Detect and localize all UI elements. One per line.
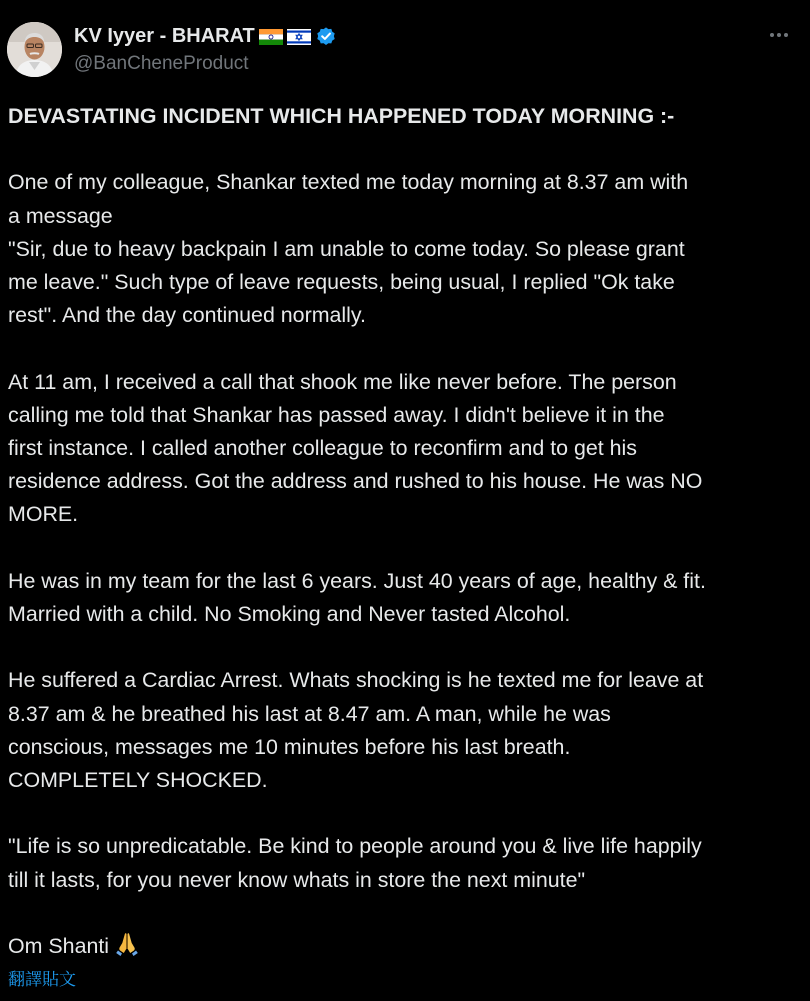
tweet-closing-line xyxy=(8,930,804,963)
tweet-paragraph: He was in my team for the last 6 years. Just 40 years of age, healthy & fit. Married with a child. No Smoking and Never tasted Alcohol. xyxy=(8,568,706,626)
avatar-photo-icon xyxy=(7,22,62,77)
folded-hands-icon xyxy=(113,930,141,958)
translate-post-link[interactable]: 翻譯貼文 xyxy=(8,970,76,989)
paragraph-gap xyxy=(8,897,804,930)
tweet-paragraph: "Life is so unpredicatable. Be kind to people around you & live life happily till it lasts, for you never know whats in store the next minute" xyxy=(8,834,702,892)
verified-badge-icon xyxy=(315,26,337,48)
avatar[interactable] xyxy=(7,22,62,77)
tweet-header xyxy=(0,0,810,92)
more-options-button[interactable] xyxy=(762,24,796,46)
more-dot-icon xyxy=(777,33,781,37)
paragraph-gap xyxy=(8,631,804,664)
israel-flag-icon xyxy=(287,29,311,45)
tweet-text xyxy=(8,100,804,963)
paragraph-gap xyxy=(8,133,804,166)
author-display-name[interactable]: KV Iyyer - BHARAT xyxy=(74,25,255,47)
paragraph-gap xyxy=(8,532,804,565)
tweet-paragraph: One of my colleague, Shankar texted me today morning at 8.37 am with a message "Sir, due to heavy backpain I am unable to come today. So please grant me leave." Such type of leave requests, being usual, I replied "Ok take rest". And the day continued normally. xyxy=(8,170,689,328)
tweet-paragraph: He suffered a Cardiac Arrest. Whats shocking is he texted me for leave at 8.37 am & he breathed his last at 8.47 am. A man, while he was conscious, messages me 10 minutes before his last breath. COMPLETELY SHOCKED. xyxy=(8,668,704,792)
paragraph-gap xyxy=(8,332,804,365)
india-flag-icon xyxy=(259,29,283,45)
more-dot-icon xyxy=(784,33,788,37)
paragraph-gap xyxy=(8,797,804,830)
tweet-paragraph: At 11 am, I received a call that shook me like never before. The person calling me told that Shankar has passed away. I didn't believe it in the first instance. I called another colleague to reconfirm and to get his residence address. Got the address and rushed to his house. He was NO MORE. xyxy=(8,369,703,527)
author-name-row[interactable] xyxy=(74,25,337,48)
tweet-title: DEVASTATING INCIDENT WHICH HAPPENED TODAY MORNING :- xyxy=(8,104,675,128)
author-handle[interactable]: @BanCheneProduct xyxy=(74,53,249,74)
more-dot-icon xyxy=(770,33,774,37)
tweet-closing: Om Shanti xyxy=(8,933,110,958)
